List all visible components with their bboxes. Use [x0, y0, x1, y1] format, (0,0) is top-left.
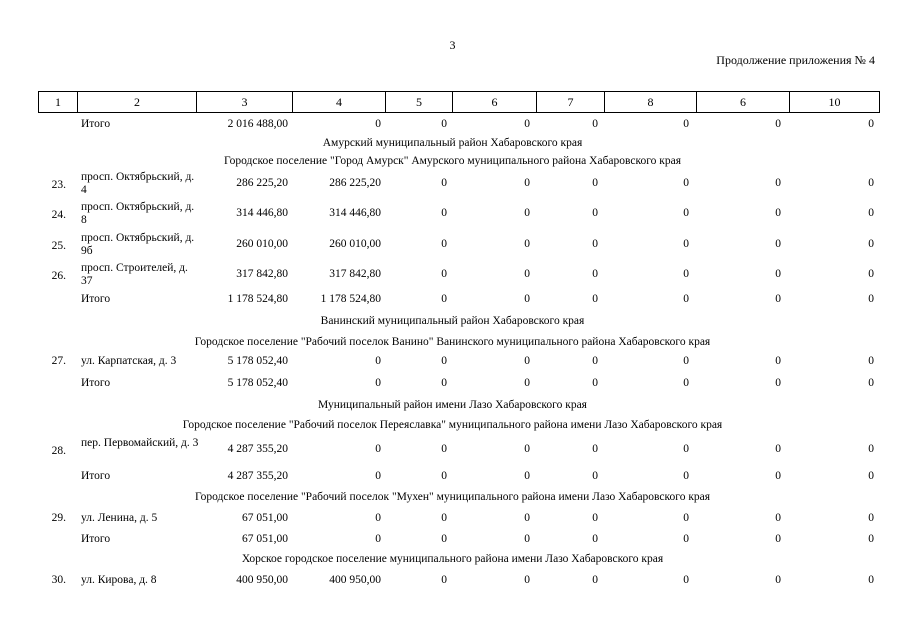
value-cell-col7: 0 — [592, 268, 598, 280]
page-number: 3 — [449, 38, 456, 52]
value-cell-col6: 0 — [524, 268, 530, 280]
address-cell: Итого — [81, 533, 111, 545]
value-cell-col4: 0 — [375, 355, 381, 367]
value-cell-col5: 0 — [441, 470, 447, 482]
header-cell: 7 — [537, 92, 605, 113]
value-cell-col4: 1 178 524,80 — [320, 293, 381, 305]
value-cell-col3: 5 178 052,40 — [227, 355, 288, 367]
value-cell-col10: 0 — [868, 177, 874, 189]
value-cell-col7: 0 — [592, 177, 598, 189]
value-cell-col7: 0 — [592, 293, 598, 305]
value-cell-col3: 317 842,80 — [236, 268, 288, 280]
value-cell-col9: 0 — [775, 355, 781, 367]
value-cell-col10: 0 — [868, 207, 874, 219]
row-number: 25. — [51, 240, 66, 252]
value-cell-col4: 0 — [375, 512, 381, 524]
value-cell-col6: 0 — [524, 355, 530, 367]
header-row — [39, 92, 880, 113]
value-cell-col8: 0 — [683, 470, 689, 482]
value-cell-col3: 4 287 355,20 — [227, 470, 288, 482]
value-cell-col5: 0 — [441, 574, 447, 586]
value-cell-col9: 0 — [775, 533, 781, 545]
value-cell-col9: 0 — [775, 118, 781, 130]
value-cell-col10: 0 — [868, 293, 874, 305]
value-cell-col8: 0 — [683, 377, 689, 389]
value-cell-col5: 0 — [441, 268, 447, 280]
header-cell: 5 — [386, 92, 453, 113]
section-heading: Амурский муниципальный район Хабаровского края — [322, 137, 583, 149]
value-cell-col10: 0 — [868, 377, 874, 389]
value-cell-col6: 0 — [524, 238, 530, 250]
header-cell: 1 — [39, 92, 78, 113]
value-cell-col6: 0 — [524, 443, 530, 455]
value-cell-col4: 286 225,20 — [329, 177, 381, 189]
value-cell-col5: 0 — [441, 293, 447, 305]
value-cell-col6: 0 — [524, 293, 530, 305]
value-cell-col8: 0 — [683, 355, 689, 367]
address-cell: просп. Октябрьский, д. 4 — [81, 171, 195, 196]
row-number: 29. — [51, 512, 66, 524]
value-cell-col5: 0 — [441, 118, 447, 130]
value-cell-col8: 0 — [683, 293, 689, 305]
value-cell-col6: 0 — [524, 377, 530, 389]
value-cell-col3: 400 950,00 — [236, 574, 288, 586]
value-cell-col10: 0 — [868, 470, 874, 482]
section-heading: Ванинский муниципальный район Хабаровского края — [320, 315, 585, 327]
value-cell-col10: 0 — [868, 443, 874, 455]
header-cell: 6 — [697, 92, 790, 113]
value-cell-col8: 0 — [683, 574, 689, 586]
value-cell-col7: 0 — [592, 512, 598, 524]
header-cell: 8 — [605, 92, 697, 113]
address-cell: Итого — [81, 118, 111, 130]
value-cell-col4: 0 — [375, 118, 381, 130]
header-cell: 4 — [293, 92, 386, 113]
value-cell-col10: 0 — [868, 118, 874, 130]
header-cell: 2 — [78, 92, 197, 113]
value-cell-col7: 0 — [592, 377, 598, 389]
row-number: 27. — [51, 355, 66, 367]
value-cell-col8: 0 — [683, 443, 689, 455]
value-cell-col9: 0 — [775, 443, 781, 455]
row-number: 23. — [51, 179, 66, 191]
value-cell-col6: 0 — [524, 177, 530, 189]
value-cell-col4: 260 010,00 — [329, 238, 381, 250]
row-number: 28. — [51, 445, 66, 457]
header-cell: 10 — [790, 92, 880, 113]
address-cell: просп. Октябрьский, д. 9б — [81, 232, 195, 257]
value-cell-col4: 0 — [375, 470, 381, 482]
value-cell-col7: 0 — [592, 355, 598, 367]
value-cell-col9: 0 — [775, 177, 781, 189]
value-cell-col3: 67 051,00 — [242, 533, 288, 545]
value-cell-col6: 0 — [524, 533, 530, 545]
value-cell-col4: 0 — [375, 443, 381, 455]
value-cell-col9: 0 — [775, 268, 781, 280]
value-cell-col5: 0 — [441, 533, 447, 545]
value-cell-col4: 314 446,80 — [329, 207, 381, 219]
section-heading: Городское поселение "Рабочий поселок "Мухен" муниципального района имени Лазо Хабаровского края — [194, 491, 711, 503]
value-cell-col8: 0 — [683, 512, 689, 524]
address-cell: Итого — [81, 293, 111, 305]
section-heading: Муниципальный район имени Лазо Хабаровского края — [318, 399, 587, 411]
header-cell: 6 — [453, 92, 537, 113]
value-cell-col9: 0 — [775, 574, 781, 586]
value-cell-col7: 0 — [592, 443, 598, 455]
value-cell-col5: 0 — [441, 512, 447, 524]
header-cell: 3 — [197, 92, 293, 113]
value-cell-col3: 1 178 524,80 — [227, 293, 288, 305]
value-cell-col10: 0 — [868, 533, 874, 545]
value-cell-col10: 0 — [868, 512, 874, 524]
address-cell: просп. Строителей, д. 37 — [81, 262, 188, 287]
value-cell-col7: 0 — [592, 238, 598, 250]
address-cell: Итого — [81, 470, 111, 482]
value-cell-col6: 0 — [524, 470, 530, 482]
value-cell-col7: 0 — [592, 207, 598, 219]
value-cell-col8: 0 — [683, 207, 689, 219]
value-cell-col8: 0 — [683, 268, 689, 280]
value-cell-col5: 0 — [441, 177, 447, 189]
value-cell-col6: 0 — [524, 118, 530, 130]
value-cell-col9: 0 — [775, 207, 781, 219]
value-cell-col7: 0 — [592, 118, 598, 130]
address-cell: ул. Карпатская, д. 3 — [81, 355, 177, 367]
value-cell-col3: 4 287 355,20 — [227, 443, 288, 455]
value-cell-col3: 2 016 488,00 — [227, 118, 288, 130]
value-cell-col10: 0 — [868, 238, 874, 250]
value-cell-col8: 0 — [683, 118, 689, 130]
value-cell-col7: 0 — [592, 574, 598, 586]
value-cell-col9: 0 — [775, 512, 781, 524]
row-number: 30. — [51, 574, 66, 586]
column-header-table — [38, 91, 880, 113]
value-cell-col3: 67 051,00 — [242, 512, 288, 524]
value-cell-col10: 0 — [868, 355, 874, 367]
section-heading: Городское поселение "Рабочий поселок Ванино" Ванинского муниципального района Хабаровского края — [194, 336, 711, 348]
address-cell: просп. Октябрьский, д. 8 — [81, 201, 195, 226]
value-cell-col7: 0 — [592, 533, 598, 545]
value-cell-col5: 0 — [441, 443, 447, 455]
value-cell-col3: 260 010,00 — [236, 238, 288, 250]
value-cell-col6: 0 — [524, 207, 530, 219]
row-number: 26. — [51, 270, 66, 282]
value-cell-col9: 0 — [775, 238, 781, 250]
continuation-title: Продолжение приложения № 4 — [716, 53, 875, 67]
value-cell-col8: 0 — [683, 533, 689, 545]
address-cell: Итого — [81, 377, 111, 389]
value-cell-col4: 0 — [375, 377, 381, 389]
value-cell-col9: 0 — [775, 470, 781, 482]
value-cell-col10: 0 — [868, 268, 874, 280]
value-cell-col6: 0 — [524, 574, 530, 586]
value-cell-col5: 0 — [441, 355, 447, 367]
value-cell-col8: 0 — [683, 177, 689, 189]
value-cell-col8: 0 — [683, 238, 689, 250]
value-cell-col4: 400 950,00 — [329, 574, 381, 586]
value-cell-col10: 0 — [868, 574, 874, 586]
section-heading: Хорское городское поселение муниципального района имени Лазо Хабаровского края — [241, 553, 664, 565]
row-number: 24. — [51, 209, 66, 221]
value-cell-col5: 0 — [441, 238, 447, 250]
address-cell: ул. Ленина, д. 5 — [81, 512, 158, 524]
value-cell-col3: 5 178 052,40 — [227, 377, 288, 389]
address-cell: пер. Первомайский, д. 3 — [81, 437, 199, 449]
value-cell-col4: 317 842,80 — [329, 268, 381, 280]
value-cell-col9: 0 — [775, 377, 781, 389]
value-cell-col5: 0 — [441, 377, 447, 389]
value-cell-col6: 0 — [524, 512, 530, 524]
value-cell-col3: 286 225,20 — [236, 177, 288, 189]
section-heading: Городское поселение "Рабочий поселок Переяславка" муниципального района имени Лазо Хабаровского края — [182, 419, 723, 431]
value-cell-col7: 0 — [592, 470, 598, 482]
address-cell: ул. Кирова, д. 8 — [81, 574, 157, 586]
value-cell-col5: 0 — [441, 207, 447, 219]
value-cell-col9: 0 — [775, 293, 781, 305]
value-cell-col4: 0 — [375, 533, 381, 545]
section-heading: Городское поселение "Город Амурск" Амурского муниципального района Хабаровского края — [223, 155, 682, 167]
value-cell-col3: 314 446,80 — [236, 207, 288, 219]
